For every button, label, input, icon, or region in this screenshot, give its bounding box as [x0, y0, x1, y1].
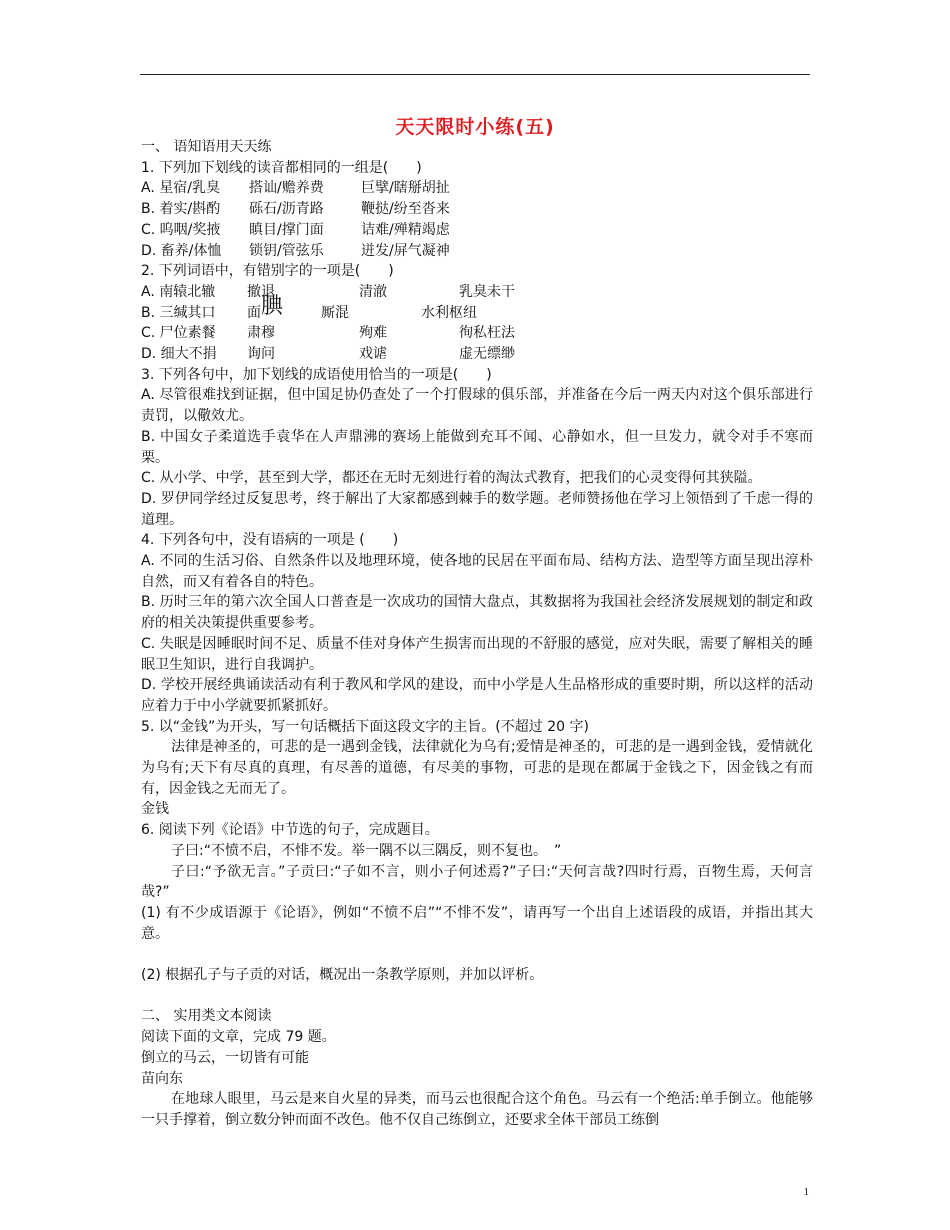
q1-option-a: A. 星宿/乳臭 搭讪/赡养费 巨擘/瞎掰胡扯 — [141, 180, 450, 197]
q6-subquestion-2: (2) 根据孔子与子贡的对话，概况出一条教学原则，并加以评析。 — [141, 967, 544, 984]
article-title: 倒立的马云，一切皆有可能 — [141, 1049, 309, 1066]
q4-option-c: C. 失眠是因睡眠时间不足、质量不佳对身体产生损害而出现的不舒服的感觉，应对失眠，需要了解相关的睡眠卫生知识，进行自我调护。 — [141, 635, 813, 673]
q5-passage: 法律是神圣的，可悲的是一遇到金钱，法律就化为乌有;爱情是神圣的，可悲的是一遇到金钱，爱情就化为乌有;天下有尽真的真理，有尽善的道德，有尽美的事物，可悲的是现在都属于金钱之下，因金钱之有而有，因金钱之无而无了。 — [141, 739, 813, 797]
q2-option-d: D. 细大不捐 询问 戏谑 虚无缥缈 — [141, 346, 515, 363]
page-title: 天天限时小练(五) — [395, 116, 555, 138]
q2-option-c: C. 尸位素餐 肃穆 殉难 徇私枉法 — [141, 325, 515, 342]
q1-option-c: C. 呜咽/奖掖 瞋目/撑门面 诘难/殚精竭虑 — [141, 221, 450, 238]
page-number: 1 — [803, 1186, 809, 1198]
q4-stem: 4. 下列各句中，没有语病的一项是 ( ) — [141, 532, 399, 549]
q3-option-b: B. 中国女子柔道选手袁华在人声鼎沸的赛场上能做到充耳不闻、心静如水，但一旦发力，就令对手不寒而栗。 — [141, 428, 813, 466]
q3-option-d: D. 罗伊同学经过反复思考，终于解出了大家都感到棘手的数学题。老师赞扬他在学习上领悟到了千虑一得的道理。 — [141, 490, 813, 528]
q3-stem: 3. 下列各句中，加下划线的成语使用恰当的一项是( ) — [141, 366, 492, 383]
q2-stem: 2. 下列词语中，有错别字的一项是( ) — [141, 263, 394, 280]
section-heading-2: 二、 实用类文本阅读 — [141, 1008, 272, 1025]
q2-option-a: A. 南辕北辙 撤退 清澈 乳臭未干 — [141, 283, 515, 300]
q3-option-a: A. 尽管很难找到证据，但中国足协仍查处了一个打假球的俱乐部，并准备在今后一两天内对这个俱乐部进行责罚，以儆效尤。 — [141, 387, 813, 425]
q6-quote-1: 子曰:“不愤不启，不悱不发。举一隅不以三隅反，则不复也。 ” — [171, 842, 562, 859]
q4-option-a: A. 不同的生活习俗、自然条件以及地理环境，使各地的民居在平面布局、结构方法、造型等方面呈现出淳朴自然，而又有着各自的特色。 — [141, 553, 813, 590]
q4-option-d: D. 学校开展经典诵读活动有利于教风和学风的建设，而中小学是人生品格形成的重要时期，所以这样的活动应着力于中小学就要抓紧抓好。 — [141, 677, 813, 714]
q6-stem: 6. 阅读下列《论语》中节选的句子，完成题目。 — [141, 822, 439, 839]
q1-stem: 1. 下列加下划线的读音都相同的一组是( ) — [141, 159, 422, 176]
q5-stem: 5. 以“金钱”为开头，写一句话概括下面这段文字的主旨。(不超过 20 字) — [141, 718, 589, 735]
header-rule — [140, 74, 810, 75]
q6-quote-2: 子曰:“予欲无言。”子贡曰:“子如不言，则小子何述焉?”子曰:“天何言哉?四时行焉，百物生焉，天何言哉?” — [141, 863, 813, 901]
q6-subquestion-1: (1) 有不少成语源于《论语》，例如“不愤不启”“不悱不发”，请再写一个出自上述语段的成语，并指出其大意。 — [141, 905, 813, 942]
article-paragraph: 在地球人眼里，马云是来自火星的异类，而马云也很配合这个角色。马云有一个绝活:单手倒立。他能够一只手撑着，倒立数分钟而面不改色。他不仅自己练倒立，还要求全体干部员工练倒 — [141, 1091, 813, 1128]
section-heading-1: 一、 语知语用天天练 — [141, 139, 272, 155]
document-body — [141, 137, 813, 1131]
q4-option-b: B. 历时三年的第六次全国人口普查是一次成功的国情大盘点，其数据将为我国社会经济发展规划的制定和政府的相关决策提供重要参考。 — [141, 594, 813, 632]
q2-option-b: B. 三缄其口 面腆 厮混 水利枢纽 — [141, 293, 478, 321]
article-author: 苗向东 — [141, 1070, 183, 1087]
q1-option-b: B. 着实/斟酌 砾石/沥青路 鞭挞/纷至沓来 — [141, 201, 450, 218]
q3-option-c: C. 从小学、中学，甚至到大学，都还在无时无刻进行着的淘汰式教育，把我们的心灵变得何其狭隘。 — [141, 470, 762, 487]
reading-instruction: 阅读下面的文章，完成 79 题。 — [141, 1029, 336, 1046]
q5-answer-start: 金钱 — [141, 801, 169, 818]
q1-option-d: D. 畜养/体恤 锁钥/管弦乐 迸发/屏气凝神 — [141, 242, 450, 259]
